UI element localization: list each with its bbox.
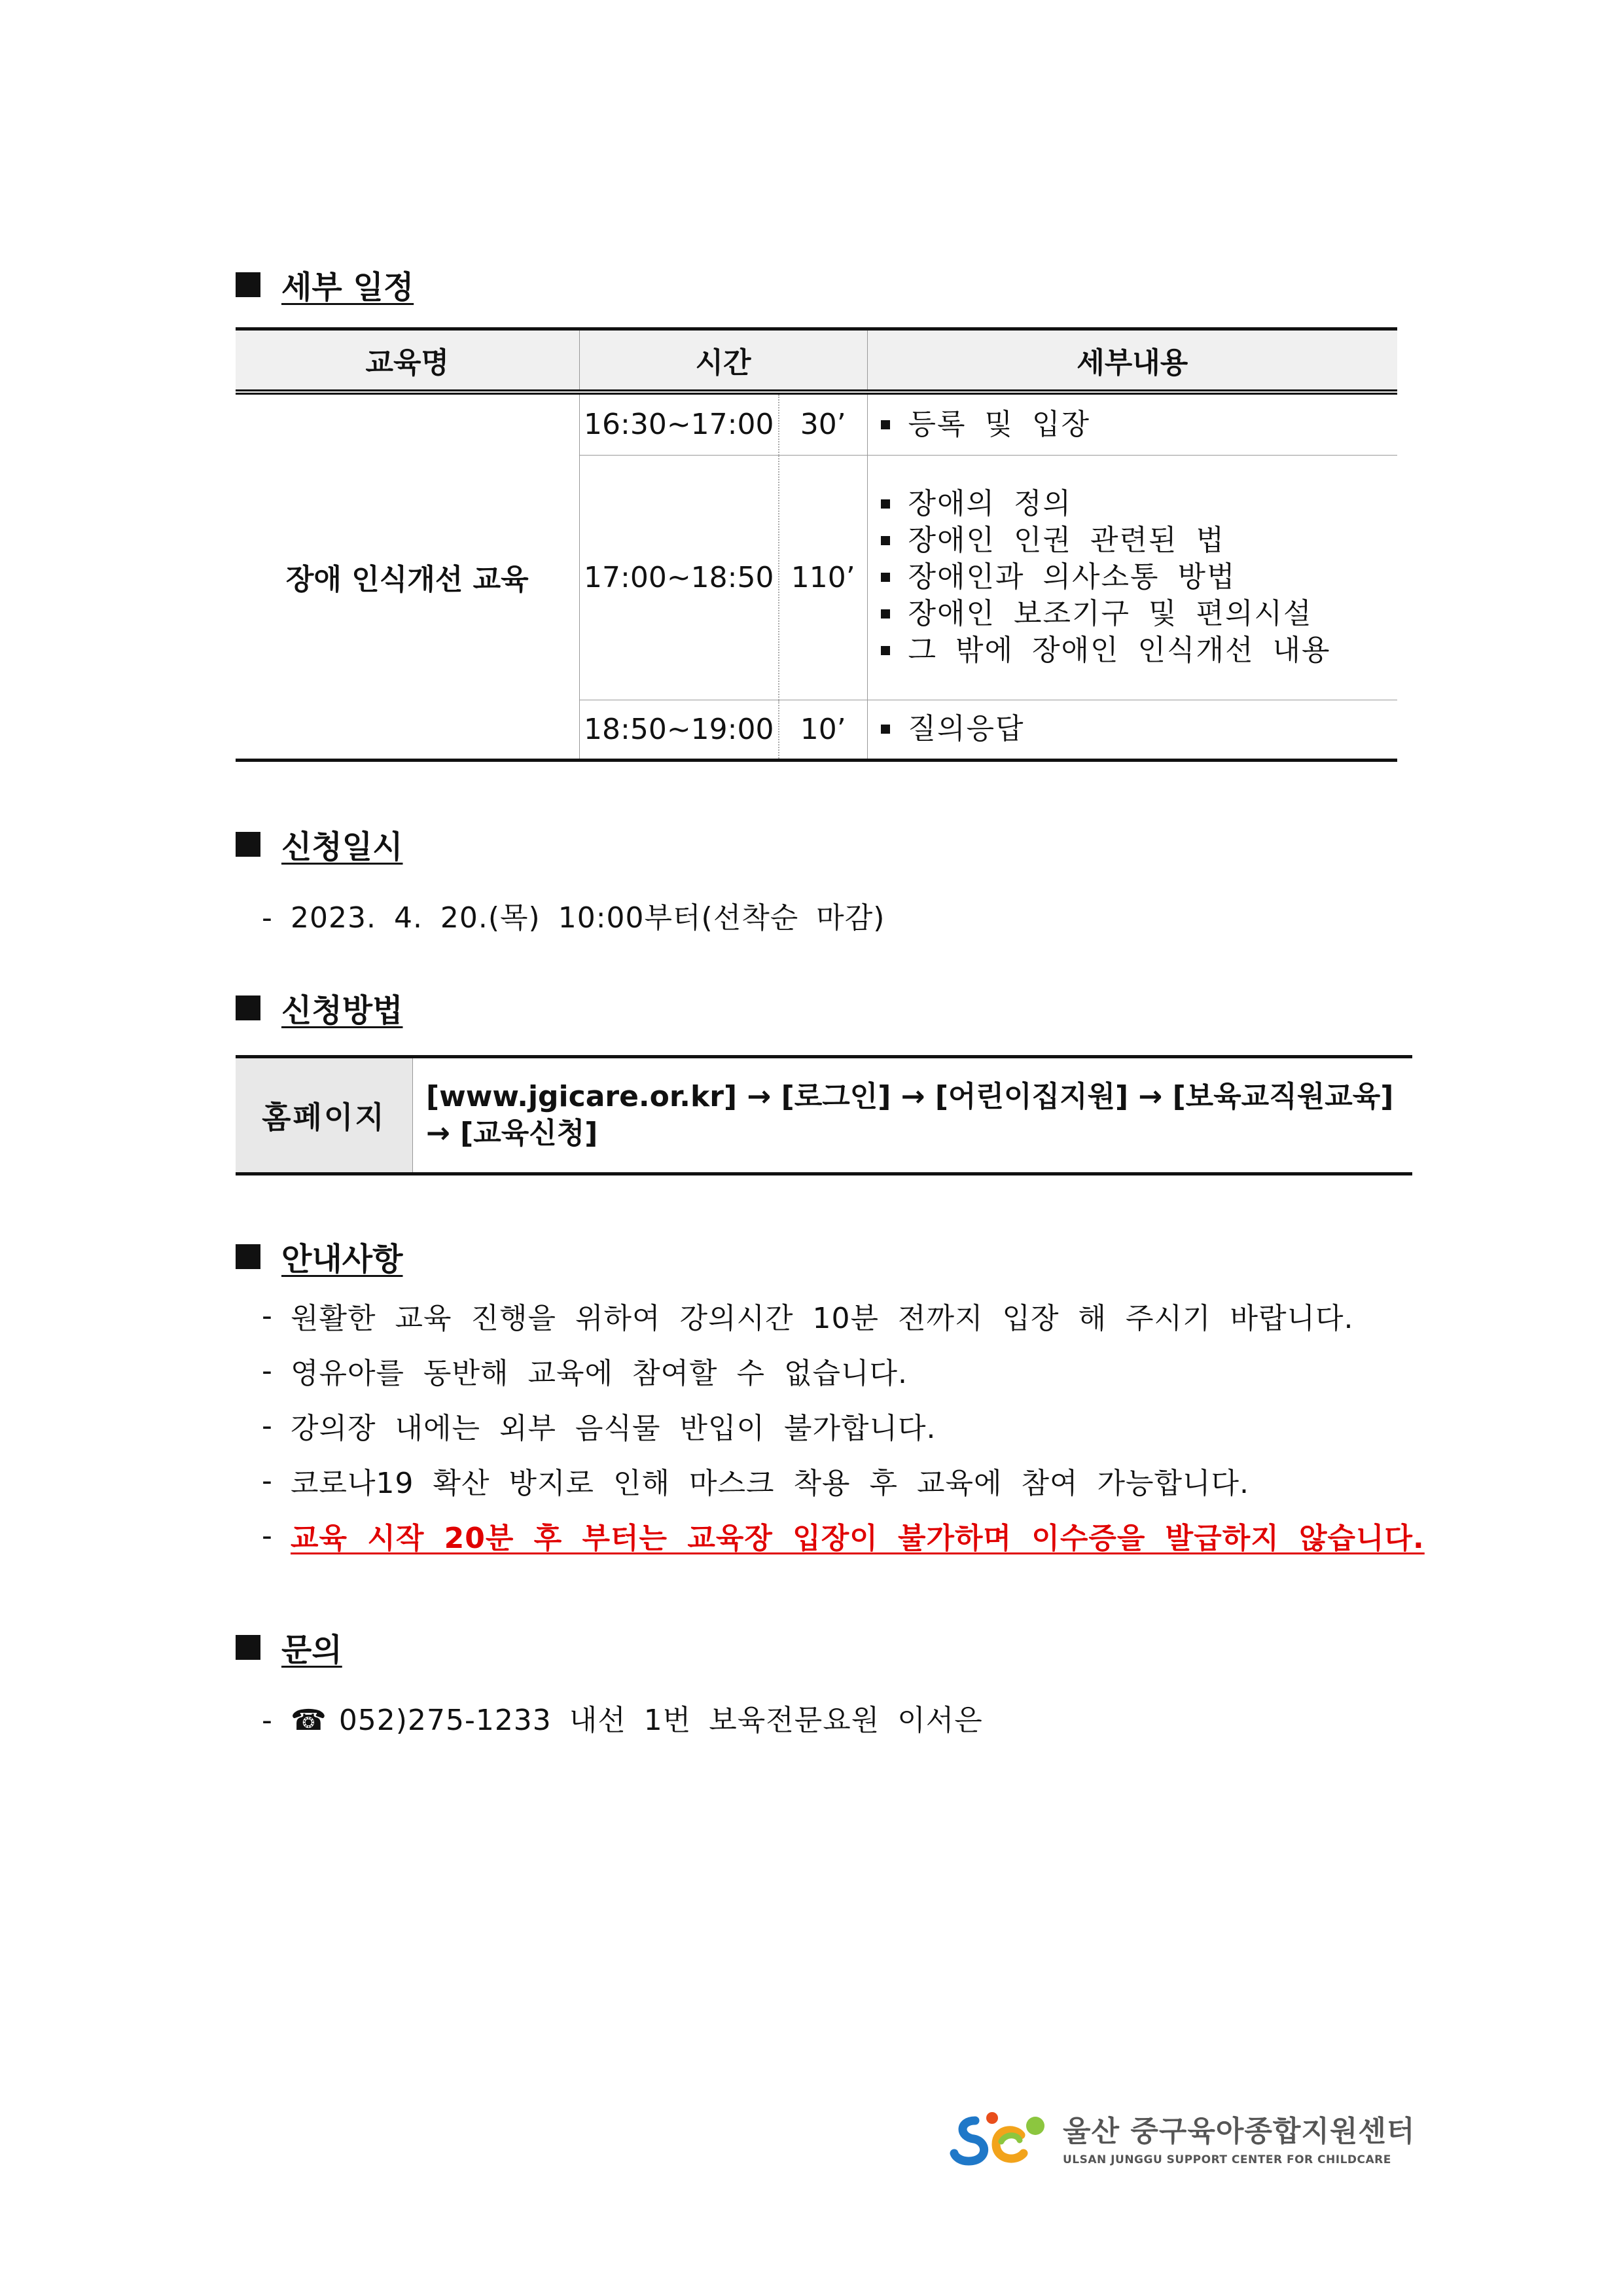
contact-title: 문의	[281, 1632, 342, 1668]
square-bullet-icon	[236, 272, 260, 297]
duration-cell: 10’	[779, 700, 867, 760]
notice-text: 원활한 교육 진행을 위하여 강의시간 10분 전까지 입장 해 주시기 바랍니다.	[291, 1302, 1354, 1335]
notice-text: 강의장 내에는 외부 음식물 반입이 불가합니다.	[291, 1412, 936, 1445]
header-time: 시간	[579, 329, 867, 393]
apply-date-section	[236, 821, 402, 867]
header-course-name: 교육명	[236, 329, 579, 393]
detail-item: 장애의 정의	[881, 486, 1397, 522]
contact-section	[236, 1624, 342, 1670]
header-detail: 세부내용	[867, 329, 1397, 393]
square-bullet-icon	[236, 832, 260, 857]
homepage-path-line1: [www.jgicare.or.kr] → [로그인] → [어린이집지원] → [보육교직원교육]	[426, 1080, 1394, 1113]
org-name-kr: 울산 중구육아종합지원센터	[1063, 2115, 1416, 2148]
schedule-section	[236, 262, 414, 307]
homepage-label: 홈페이지	[236, 1057, 413, 1174]
phone-icon: ☎	[291, 1704, 327, 1737]
detail-item: 질의응답	[881, 711, 1397, 747]
detail-item: 장애인 인권 관련된 법	[881, 522, 1397, 559]
list-item: - 강의장 내에는 외부 음식물 반입이 불가합니다.	[262, 1398, 1425, 1453]
time-cell: 17:00~18:50	[579, 455, 779, 700]
detail-cell	[867, 455, 1397, 700]
schedule-table	[236, 327, 1397, 762]
homepage-path	[413, 1057, 1413, 1174]
schedule-header-row	[236, 329, 1397, 393]
org-logo	[949, 2101, 1415, 2173]
detail-item: 등록 및 입장	[881, 406, 1397, 443]
apply-method-title: 신청방법	[281, 992, 403, 1029]
contact-heading	[236, 1624, 342, 1670]
notice-section	[236, 1234, 402, 1279]
duration-cell: 110’	[779, 455, 867, 700]
list-item: - 코로나19 확산 방지로 인해 마스크 착용 후 교육에 참여 가능합니다.	[262, 1453, 1425, 1508]
notice-list	[262, 1288, 1425, 1563]
apply-date-title: 신청일시	[281, 829, 403, 865]
table-row	[236, 1057, 1412, 1174]
time-cell: 18:50~19:00	[579, 700, 779, 760]
list-item: - 원활한 교육 진행을 위하여 강의시간 10분 전까지 입장 해 주시기 바랍니다.	[262, 1288, 1425, 1343]
detail-item: 그 밖에 장애인 인식개선 내용	[881, 632, 1397, 669]
contact-line	[262, 1696, 983, 1738]
detail-item: 장애인과 의사소통 방법	[881, 559, 1397, 596]
course-name-cell: 장애 인식개선 교육	[236, 392, 579, 760]
detail-item: 장애인 보조기구 및 편의시설	[881, 596, 1397, 632]
time-cell: 16:30~17:00	[579, 392, 779, 455]
apply-method-section	[236, 985, 402, 1030]
dash: -	[262, 1704, 273, 1737]
org-names	[1063, 2108, 1415, 2166]
notice-warning: 교육 시작 20분 후 부터는 교육장 입장이 불가하며 이수증을 발급하지 않습니다.	[291, 1522, 1425, 1555]
apply-date-line	[262, 894, 885, 936]
list-item: - 교육 시작 20분 후 부터는 교육장 입장이 불가하며 이수증을 발급하지 않습니다.	[262, 1508, 1425, 1563]
detail-cell	[867, 700, 1397, 760]
schedule-heading	[236, 262, 414, 307]
detail-cell	[867, 392, 1397, 455]
schedule-title: 세부 일정	[281, 269, 414, 306]
apply-method-heading	[236, 985, 402, 1030]
contact-text: 052)275-1233 내선 1번 보육전문요원 이서은	[338, 1704, 983, 1737]
notice-heading	[236, 1234, 402, 1279]
homepage-path-line2: → [교육신청]	[426, 1117, 598, 1150]
square-bullet-icon	[236, 1244, 260, 1269]
org-name-en: ULSAN JUNGGU SUPPORT CENTER FOR CHILDCARE	[1063, 2153, 1391, 2166]
notice-title: 안내사항	[281, 1241, 403, 1278]
dash: -	[262, 901, 273, 935]
square-bullet-icon	[236, 1635, 260, 1660]
notice-text: 영유아를 동반해 교육에 참여할 수 없습니다.	[291, 1357, 908, 1390]
notice-text: 코로나19 확산 방지로 인해 마스크 착용 후 교육에 참여 가능합니다.	[291, 1467, 1249, 1500]
table-row	[236, 392, 1397, 455]
apply-date-heading	[236, 821, 402, 867]
org-logo-mark-icon	[949, 2101, 1054, 2173]
square-bullet-icon	[236, 996, 260, 1020]
apply-date-text: 2023. 4. 20.(목) 10:00부터(선착순 마감)	[291, 901, 885, 935]
duration-cell: 30’	[779, 392, 867, 455]
apply-method-table	[236, 1055, 1412, 1175]
list-item: - 영유아를 동반해 교육에 참여할 수 없습니다.	[262, 1343, 1425, 1398]
